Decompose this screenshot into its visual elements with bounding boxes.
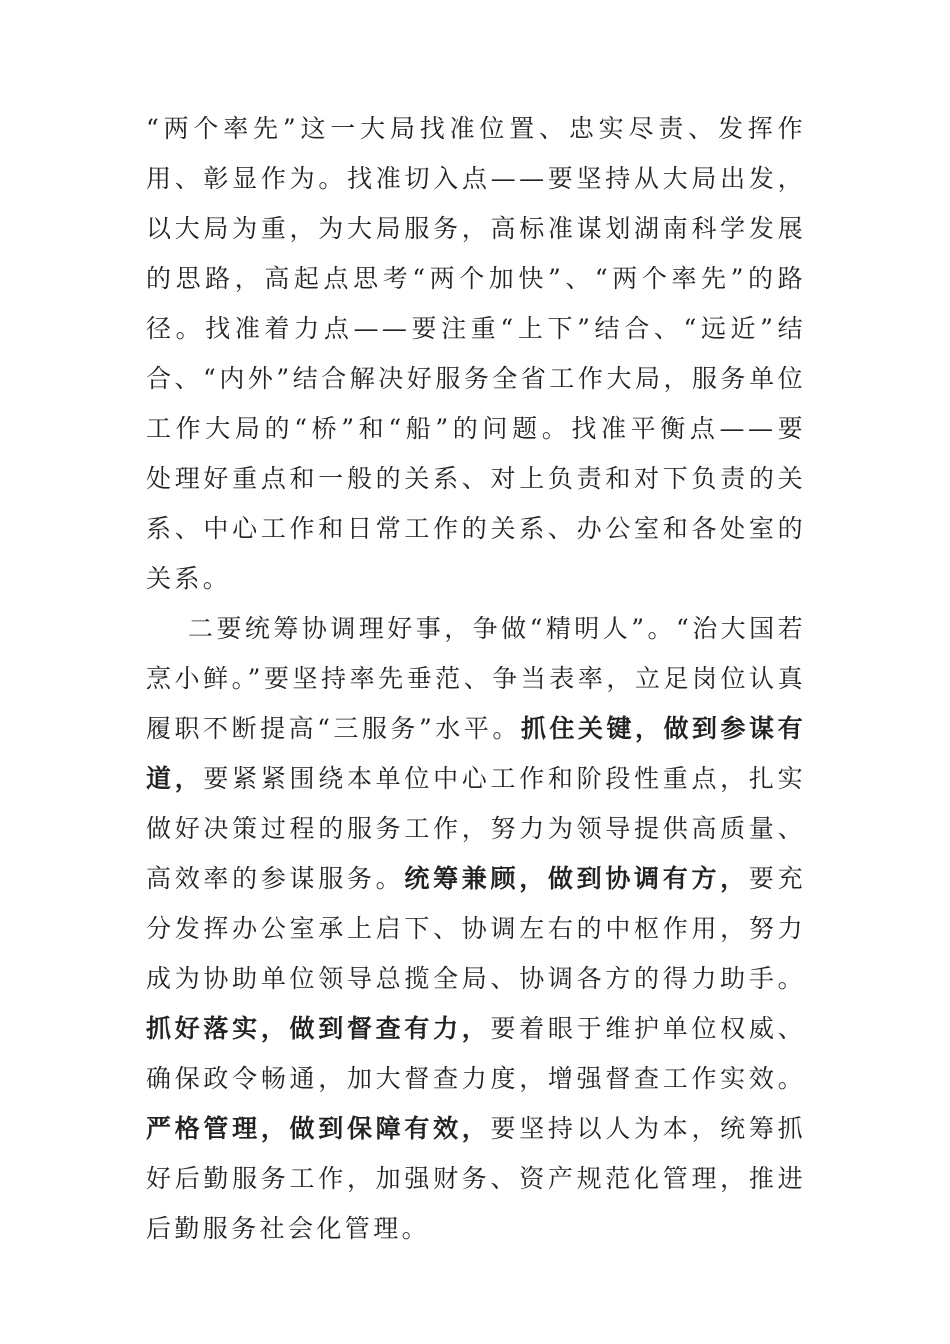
- paragraph-2-text-3: 要着眼于维护单位权威、确保政令畅通，加大督查力度，增强督查工作实效。: [146, 1014, 806, 1093]
- paragraph-2: [146, 604, 806, 1254]
- paragraph-2-text-4: 要坚持以人为本，统筹抓好后勤服务工作，加强财务、资产规范化管理，推进后勤服务社会化管理。: [146, 1114, 806, 1243]
- paragraph-1: [146, 104, 806, 604]
- paragraph-2-lead: 二要统筹协调理好事，争做“精明人”。“治大国若烹小鲜。”要坚持率先垂范、争当表率，立足岗位认真履职不断提高“三服务”水平。: [146, 614, 806, 743]
- paragraph-1-text: “两个率先”这一大局找准位置、忠实尽责、发挥作用、彰显作为。找准切入点——要坚持从大局出发，以大局为重，为大局服务，高标准谋划湖南科学发展的思路，高起点思考“两个加快”、“两个率先”的路径。找准着力点——要注重“上下”结合、“远近”结合、“内外”结合解决好服务全省工作大局，服务单位工作大局的“桥”和“船”的问题。找准平衡点——要处理好重点和一般的关系、对上负责和对下负责的关系、中心工作和日常工作的关系、办公室和各处室的关系。: [146, 114, 806, 593]
- document-page: [146, 104, 806, 1254]
- paragraph-2-bold-4: 严格管理，做到保障有效，: [146, 1114, 491, 1143]
- paragraph-2-bold-1: 抓住关键，做到参谋有道，: [146, 714, 806, 793]
- paragraph-2-bold-2: 统筹兼顾，做到协调有方，: [404, 864, 749, 893]
- paragraph-2-text-1: 要紧紧围绕本单位中心工作和阶段性重点，扎实做好决策过程的服务工作，努力为领导提供高质量、高效率的参谋服务。: [146, 764, 806, 893]
- paragraph-2-bold-3: 抓好落实，做到督查有力，: [146, 1014, 491, 1043]
- paragraph-2-text-2: 要充分发挥办公室承上启下、协调左右的中枢作用，努力成为协助单位领导总揽全局、协调各方的得力助手。: [146, 864, 806, 993]
